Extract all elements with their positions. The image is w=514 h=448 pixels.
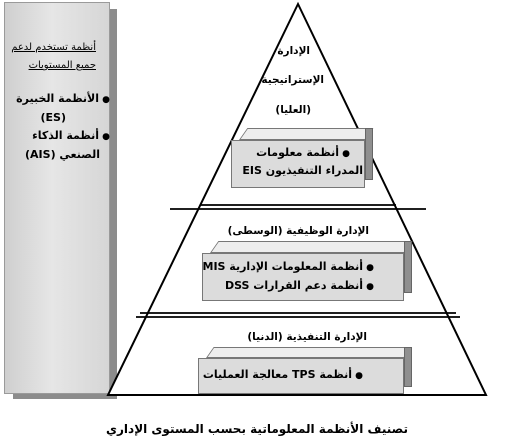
top-level-title-line1: الإدارة (277, 45, 310, 57)
bullet-icon: ● (363, 263, 374, 273)
bullet-icon: ● (99, 95, 110, 105)
bullet-icon: ● (363, 282, 374, 292)
tps-line (203, 368, 363, 381)
mis-line (203, 260, 375, 273)
middle-level-title: الإدارة الوظيفية (الوسطى) (227, 225, 369, 237)
top-level-title-line3: (العليا) (275, 104, 311, 116)
eis-line2: المدراء التنفيذيون EIS (242, 164, 363, 177)
dss-line (225, 279, 374, 292)
eis-line1 (256, 146, 350, 159)
bullet-icon: ● (339, 149, 350, 159)
column-title-line2: جميع المستويات (28, 60, 96, 71)
dss-label: أنظمة دعم القرارات DSS (224, 279, 363, 292)
top-level-title-line2: الإستراتيجية (261, 74, 324, 86)
column-item-ais-line2: الصنعي (AIS) (25, 148, 100, 161)
eis-label: أنظمة معلومات (256, 146, 339, 159)
bullet-icon: ● (99, 132, 110, 142)
column-item-es-line2: (ES) (40, 111, 66, 124)
mis-label: أنظمة المعلومات الإدارية MIS (202, 260, 363, 273)
es-label: الأنظمة الخبيرة (16, 92, 99, 105)
figure-caption: تصنيف الأنظمة المعلوماتية بحسب المستوى الإداري (106, 422, 408, 436)
ais-label: أنظمة الذكاء (32, 129, 99, 142)
tps-label: أنظمة TPS معالجة العمليات (202, 368, 352, 381)
bottom-level-title: الإدارة التنفيذية (الدنيا) (247, 331, 367, 343)
column-title-line1: أنظمة تستخدم لدعم (11, 42, 96, 53)
bullet-icon: ● (352, 371, 363, 381)
